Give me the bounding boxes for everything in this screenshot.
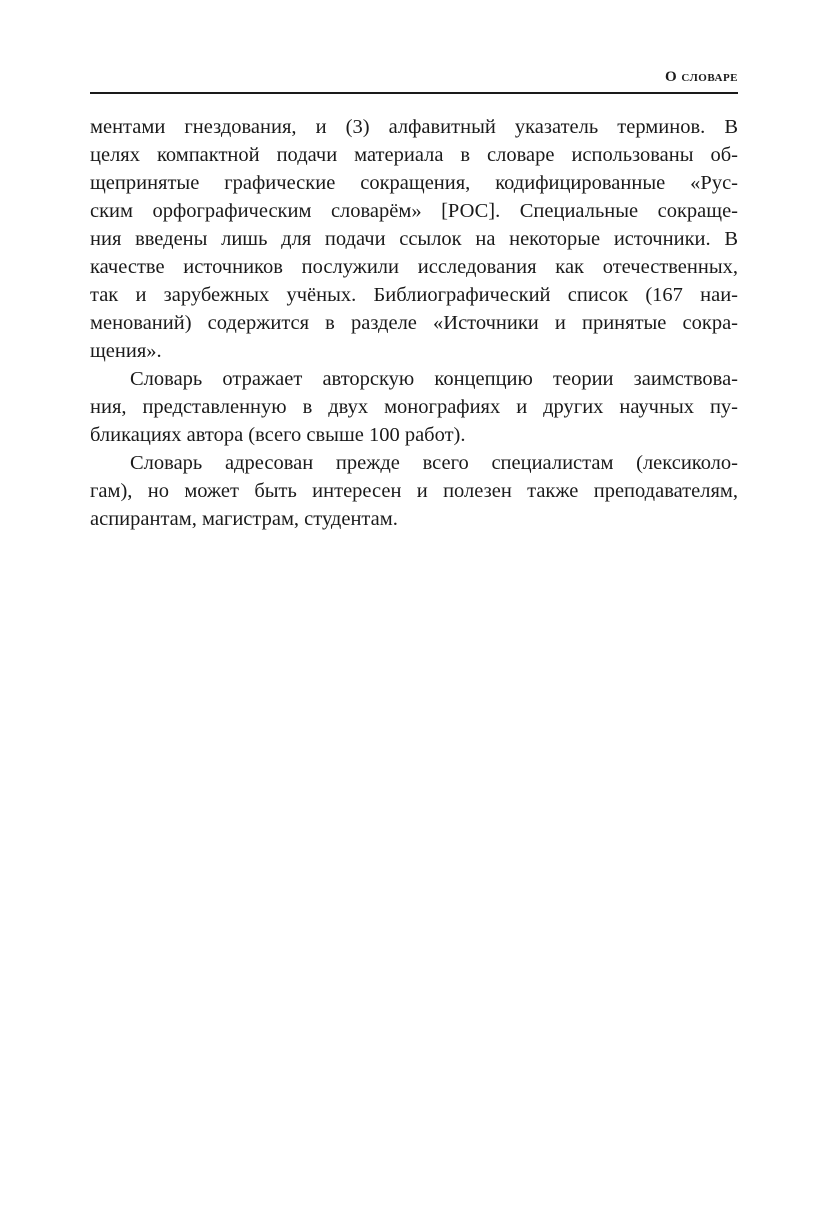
body-text bbox=[90, 113, 738, 533]
text-line: гам), но может быть интересен и полезен также преподавателям, bbox=[90, 480, 738, 502]
header-rule bbox=[90, 92, 738, 94]
text-line: целях компактной подачи материала в словаре использованы об- bbox=[90, 144, 738, 166]
text-line: ментами гнездования, и (3) алфавитный указатель терминов. В bbox=[90, 116, 738, 138]
text-line: Словарь отражает авторскую концепцию теории заимствова- bbox=[130, 368, 738, 390]
text-line: так и зарубежных учёных. Библиографический список (167 наи- bbox=[90, 284, 738, 306]
text-line: качестве источников послужили исследования как отечественных, bbox=[90, 256, 738, 278]
paragraph-1 bbox=[90, 113, 738, 365]
text-line: аспирантам, магистрам, студентам. bbox=[90, 508, 398, 530]
text-line: щепринятые графические сокращения, кодифицированные «Рус- bbox=[90, 172, 738, 194]
text-line: ским орфографическим словарём» [РОС]. Специальные сокраще- bbox=[90, 200, 738, 222]
running-head: О словаре bbox=[665, 69, 738, 85]
text-line: Словарь адресован прежде всего специалистам (лексиколо- bbox=[130, 452, 738, 474]
text-line: ния введены лишь для подачи ссылок на некоторые источники. В bbox=[90, 228, 738, 250]
text-line: ния, представленную в двух монографиях и других научных пу- bbox=[90, 396, 738, 418]
text-line: менований) содержится в разделе «Источники и принятые сокра- bbox=[90, 312, 738, 334]
paragraph-2 bbox=[90, 365, 738, 449]
text-line: щения». bbox=[90, 340, 162, 362]
text-line: бликациях автора (всего свыше 100 работ). bbox=[90, 424, 466, 446]
paragraph-3 bbox=[90, 449, 738, 533]
